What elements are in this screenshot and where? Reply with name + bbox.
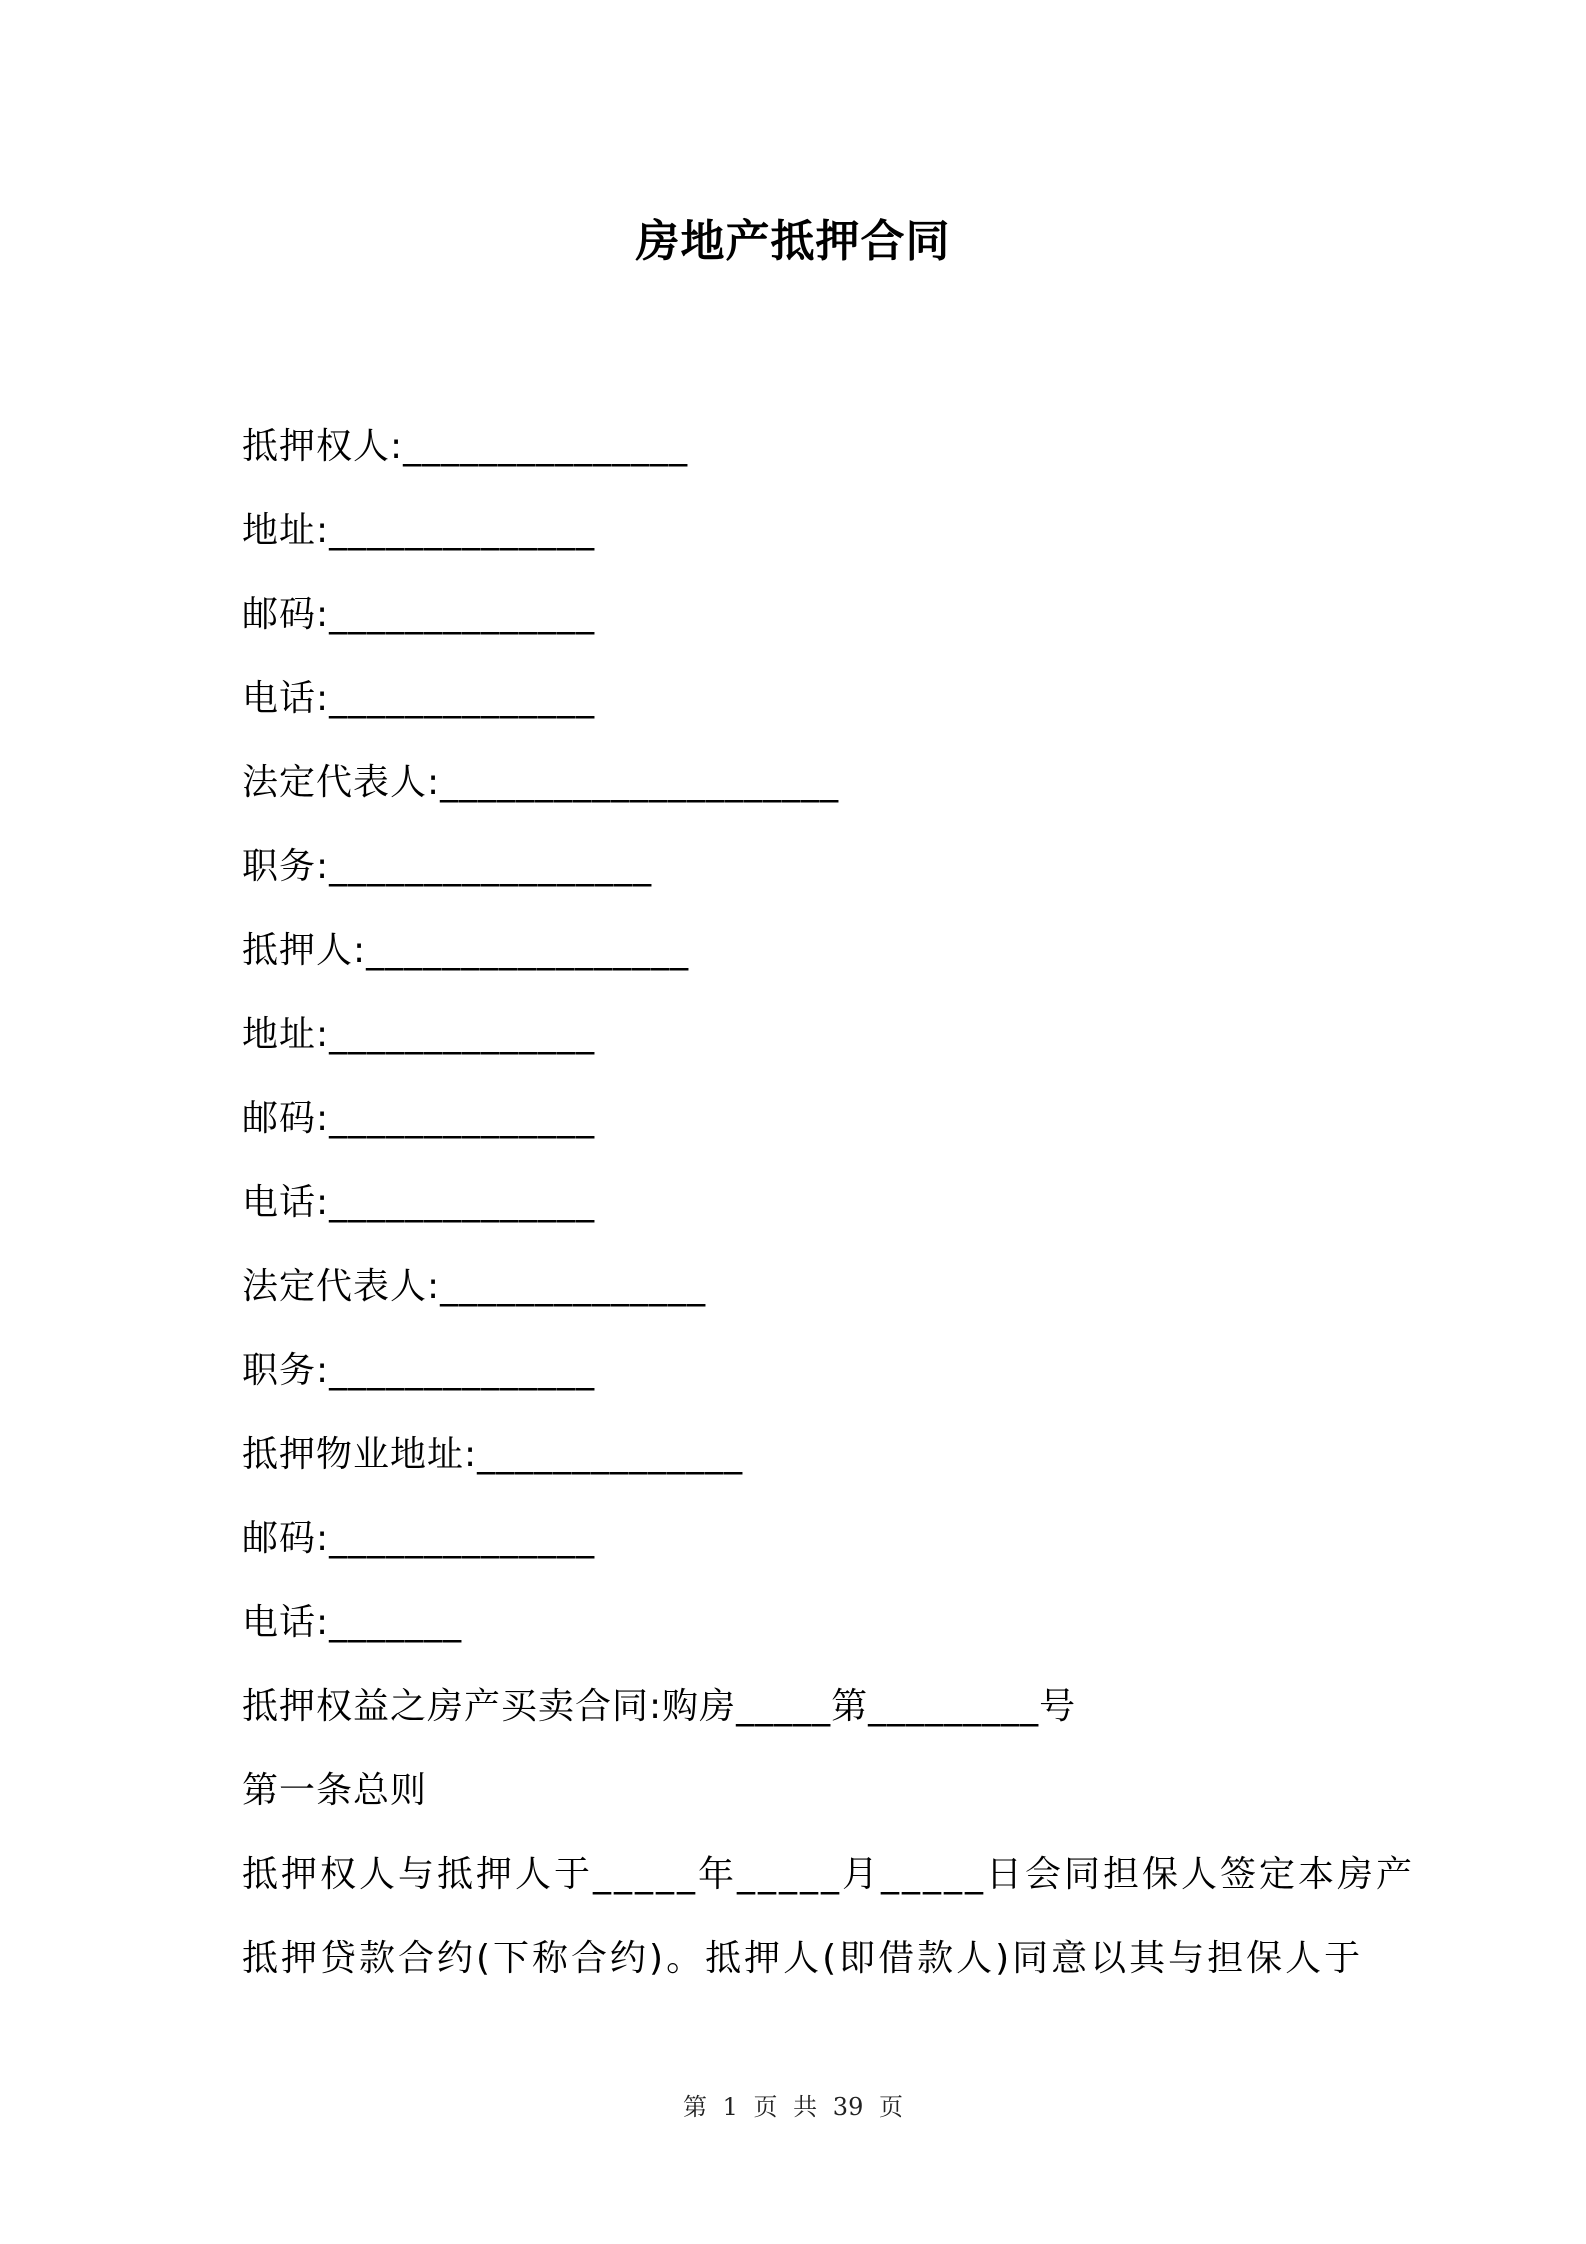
field-mortgagor-address: 地址:______________ bbox=[242, 1014, 596, 1055]
field-mortgagor: 抵押人:_________________ bbox=[242, 930, 690, 971]
page-number-footer: 第 1 页 共 39 页 bbox=[683, 2093, 903, 2121]
field-mortgagor-phone: 电话:______________ bbox=[242, 1182, 596, 1223]
field-mortgagee-phone: 电话:______________ bbox=[242, 678, 596, 719]
section-heading: 第一条总则 bbox=[242, 1770, 428, 1811]
field-purchase-contract: 抵押权益之房产买卖合同:购房_____第_________号 bbox=[242, 1686, 1077, 1727]
document-body bbox=[242, 405, 1416, 2001]
field-mortgagee-legal-rep: 法定代表人:_____________________ bbox=[242, 762, 840, 803]
field-property-address: 抵押物业地址:______________ bbox=[242, 1434, 744, 1475]
paragraph-line: 抵押贷款合约(下称合约)。抵押人(即借款人)同意以其与担保人于 bbox=[242, 1938, 1364, 1979]
field-mortgagor-position: 职务:______________ bbox=[242, 1350, 596, 1391]
field-mortgagee-postcode: 邮码:______________ bbox=[242, 594, 596, 635]
field-property-postcode: 邮码:______________ bbox=[242, 1518, 596, 1559]
paragraph-line: 抵押权人与抵押人于_____年_____月_____日会同担保人签定本房产 bbox=[242, 1854, 1416, 1895]
field-property-phone: 电话:_______ bbox=[242, 1602, 463, 1643]
field-mortgagee-address: 地址:______________ bbox=[242, 510, 596, 551]
field-mortgagee: 抵押权人:_______________ bbox=[242, 426, 689, 467]
document-title: 房地产抵押合同 bbox=[635, 216, 951, 267]
field-mortgagor-legal-rep: 法定代表人:______________ bbox=[242, 1266, 707, 1307]
field-mortgagee-position: 职务:_________________ bbox=[242, 846, 653, 887]
field-mortgagor-postcode: 邮码:______________ bbox=[242, 1098, 596, 1139]
